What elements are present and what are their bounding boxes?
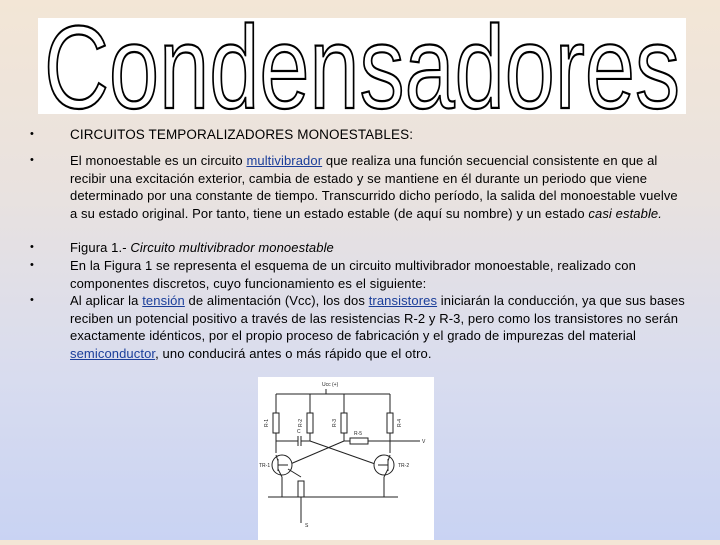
link-tension[interactable]: tensión — [142, 293, 185, 308]
paragraph-text: Al aplicar la — [70, 293, 143, 308]
bullet-marker: • — [30, 128, 34, 140]
slide-title-text: Condensadores — [44, 18, 680, 114]
resistor-r5 — [350, 438, 368, 444]
resistor-r3 — [341, 413, 347, 433]
vcc-label: Ucc (+) — [322, 382, 339, 388]
italic-text: casi estable. — [588, 205, 662, 221]
caption-prefix: Figura 1.- — [70, 240, 131, 255]
paragraph-text: El monoestable es un circuito — [70, 153, 247, 168]
r2-label: R-2 — [298, 418, 304, 427]
wire-cross-b — [288, 441, 344, 465]
tr1-label: TR-1 — [259, 463, 271, 469]
resistor-trigger — [298, 481, 304, 497]
output-label: V — [422, 439, 426, 445]
figure-caption — [70, 239, 688, 257]
link-transistores[interactable]: transistores — [368, 293, 438, 308]
paragraph-text: que realiza una función secuencial consistente en que al recibir una excitación exterior, cambia de estado y se mantiene en él durante un periodo que viene determinado por una constante de tiempo. Transcurrido dicho período, la salida del monoestable vuelve a su estado original. Por tanto, tiene un estado estable (de aquí su nombre) y un estado — [70, 153, 678, 221]
r1-label: R-1 — [264, 418, 270, 427]
switch-label: S — [305, 523, 309, 529]
wire-cross-a — [310, 441, 378, 465]
resistor-r4 — [387, 413, 393, 433]
r5-label: R-5 — [354, 431, 363, 437]
circuit-diagram — [258, 377, 434, 540]
paragraph-monoestable — [70, 152, 688, 222]
resistor-r2 — [307, 413, 313, 433]
section-heading: CIRCUITOS TEMPORALIZADORES MONOESTABLES: — [70, 127, 414, 142]
link-semiconductor[interactable]: semiconductor — [70, 345, 156, 361]
bullet-marker: • — [30, 259, 34, 271]
capacitor-label: C — [297, 429, 301, 435]
paragraph-figure-description: En la Figura 1 se representa el esquema de un circuito multivibrador monoestable, realizado con componentes discretos, cuyo funcionamiento es el siguiente: — [70, 258, 636, 291]
link-multivibrador[interactable]: multivibrador — [246, 153, 323, 168]
tr2-label: TR-2 — [398, 463, 410, 469]
r4-label: R-4 — [397, 418, 403, 427]
paragraph-text: de alimentación (Vcc), los dos — [184, 293, 369, 308]
slide-title-graphic — [38, 18, 686, 114]
r3-label: R-3 — [332, 418, 338, 427]
bullet-marker: • — [30, 241, 34, 253]
paragraph-text: iniciarán la conducción, ya que sus bases reciben un potencial positivo a través de las resistencias R-2 y R-3, pero como los transistores no serán exactamente idénticos, por el propio proceso de fabricación y el grado de impurezas del material — [70, 293, 685, 343]
paragraph-text: , uno conducirá antes o más rápido que el otro. — [155, 345, 432, 361]
paragraph-operation — [70, 292, 688, 362]
resistor-r1 — [273, 413, 279, 433]
monostable-schematic — [258, 377, 434, 540]
slide-title — [38, 18, 686, 114]
bullet-marker: • — [30, 154, 34, 166]
bullet-marker: • — [30, 294, 34, 306]
caption-italic: Circuito multivibrador monoestable — [130, 240, 334, 255]
switch-contact — [288, 469, 301, 477]
